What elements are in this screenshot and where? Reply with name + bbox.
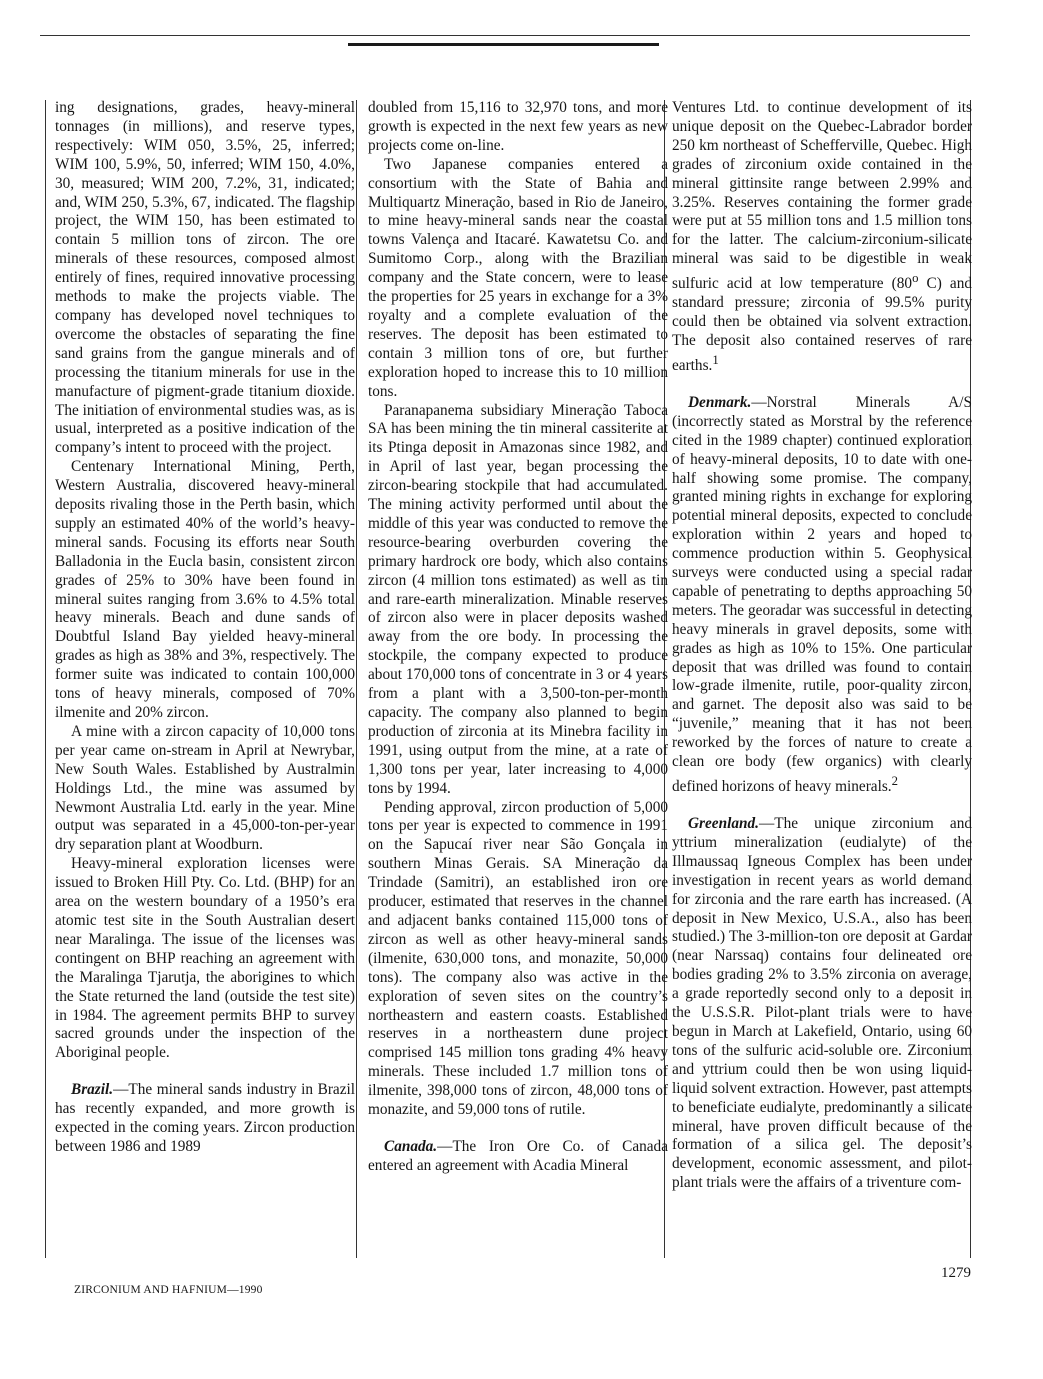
running-title: ZIRCONIUM AND HAFNIUM—1990 <box>74 1284 263 1296</box>
section-brazil <box>55 1081 355 1157</box>
text-run: Ventures Ltd. to continue development of its unique deposit on the Quebec-Labrador border 250 km northeast of Schefferville, Quebec. High grades of zirconium oxide contained in the mineral gittinsite range between 2.99% and 3.25%. Reserves containing the former grade were put at 55 million tons and 1.5 million tons for the latter. The calcium-zirconium-silicate mineral was said to be digestible in weak sulfuric acid at low temperature (80 <box>672 99 972 293</box>
section-denmark <box>672 394 972 797</box>
section-greenland <box>672 815 972 1193</box>
top-rule <box>40 35 970 36</box>
column-rule-1-2 <box>356 100 357 1258</box>
paragraph: A mine with a zircon capacity of 10,000 tons per year came on-stream in April at Newrybar, New South Wales. Established by Australmin Holdings Ltd., the mine was assumed by Newmont Australia Ltd. early in the year. Mine output was separated in a 45,000-ton-per-year dry separation plant at Woodburn. <box>55 722 355 854</box>
page-number: 1279 <box>941 1265 971 1281</box>
section-text: —The Iron Ore Co. of Canada entered an agreement with Acadia Mineral <box>368 1137 668 1174</box>
top-thick-rule <box>348 43 659 46</box>
paragraph: Centenary International Mining, Perth, Western Australia, discovered heavy-mineral deposits rivaling those in the Perth basin, which supply an estimated 40% of the world’s heavy-mineral sands. Focusing its efforts near South Balladonia in the Eucla basin, consistent zircon grades of 25% to 30% have been found in mineral suites ranging from 3.6% to 4.5% total heavy minerals. Beach and dune sands of Doubtful Island Bay yielded heavy-mineral grades as high as 38% and 3%, respectively. The former suite was indicated to contain 100,000 tons of heavy minerals, composed of 70% ilmenite and 20% zircon. <box>55 458 355 721</box>
paragraph: doubled from 15,116 to 32,970 tons, and more growth is expected in the next few years as new projects come on-line. <box>368 99 668 154</box>
section-heading-greenland: Greenland. <box>688 815 759 832</box>
section-text: —Norstral Minerals A/S (incorrectly stated as Morstral by the reference cited in the 1989 chapter) continued exploration of heavy-mineral deposits, 10 to date with one-half showing some promise. The company, granted mining rights in exchange for exploring potential mineral deposits, expected to conclude exploration within 2 years and hoped to commence production within 5. Geophysical surveys were conducted using a special radar capable of penetrating to depths approaching 50 meters. The georadar was successful in detecting heavy minerals in gravel deposits, some with grades as high as 10% to 15%. One particular deposit that was drilled was found to contain low-grade ilmenite, rutile, poor-quality zircon, and garnet. The deposit also was said to be “juvenile,” meaning that it has not been reworked by the forces of nature to create a clean ore body (few organics) with clearly defined horizons of heavy minerals. <box>672 393 972 796</box>
paragraph: ing designations, grades, heavy-mineral tonnages (in millions), and reserve types, respectively: WIM 050, 3.5%, 25, inferred; WIM 100, 5.9%, 50, inferred; WIM 150, 4.0%, 30, measured; WIM 200, 7.2%, 31, indicated; and, WIM 250, 5.3%, 67, indicated. The flagship project, the WIM 150, has been estimated to contain 5 million tons of zircon. The ore minerals of these resources, composed almost entirely of fines, required innovative processing methods to make the projects viable. The company has developed novel techniques to overcome the obstacles of separating the fine sand grains from the gangue minerals and of processing the titanium minerals for use in the manufacture of pigment-grade titanium dioxide. The initiation of environmental studies was, as is usual, interpreted as a positive indication of the company’s intent to proceed with the project. <box>55 99 355 457</box>
paragraph <box>672 99 972 376</box>
column-rule-left <box>45 100 46 1258</box>
section-canada <box>368 1138 668 1176</box>
paragraph: Pending approval, zircon production of 5,000 tons per year is expected to commence in 1991 on the Sapucaí river near São Gonçala in southern Minas Gerais. SA Mineração da Trindade (Samitri), an established iron ore producer, estimated that reserves in the channel and adjacent banks contained 115,000 tons of zircon as well as other heavy-mineral sands (ilmenite, 630,000 tons, and monazite, 50,000 tons). The company also was active in the exploration of seven sites on the country’s northeastern and eastern coasts. Established reserves in a northeastern dune project comprised 145 million tons grading 4% heavy minerals. These included 1.7 million tons of ilmenite, 398,000 tons of zircon, 48,000 tons of monazite, and 59,000 tons of rutile. <box>368 798 668 1119</box>
text-column-2 <box>368 99 668 1259</box>
section-heading-denmark: Denmark. <box>688 393 752 411</box>
text-column-1 <box>55 99 355 1259</box>
section-text: —The mineral sands industry in Brazil has recently expanded, and more growth is expected in the coming years. Zircon production between 1986 and 1989 <box>55 1081 355 1155</box>
paragraph: Two Japanese companies entered a consortium with the State of Bahia and Multiquartz Mineração, based in Rio de Janeiro, to mine heavy-mineral sands near the coastal towns Valença and Itacaré. Kawatetsu Co. and Sumitomo Corp., along with the Brazilian company and the State concern, were to lease the properties for 25 years in exchange for a 3% royalty and a complete evaluation of the reserves. The deposit has been estimated to contain 3 million tons of ore, but further exploration hoped to increase this to 10 million tons. <box>368 155 668 400</box>
text-run: C) and standard pressure; zirconia of 99.5% purity could then be obtained via solvent extraction. The deposit also contained reserves of rare earths. <box>672 275 972 374</box>
footnote-ref: 1 <box>712 352 719 367</box>
paragraph: Paranapanema subsidiary Mineração Taboca SA has been mining the tin mineral cassiterite at its Ptinga deposit in Amazonas since 1982, and in April of last year, began processing the zircon-bearing stockpile that had accumulated. The mining activity performed until about the middle of this year was conducted to remove the resource-bearing overburden covering the primary hardrock ore body, which also contains zircon (4 million tons estimated) as well as tin and rare-earth mineralization. Minable reserves of zircon also were in placer deposits washed away from the ore body. In processing the stockpile, the company expected to produce about 170,000 tons of concentrate in 3 or 4 years from a plant with a 3,500-ton-per-month capacity. The company also planned to begin production of zirconia at its Minebra facility in 1991, using output from the mine, at a rate of 1,300 tons per year, later increasing to 4,000 tons by 1994. <box>368 401 668 797</box>
degree-mark: o <box>912 271 919 286</box>
text-column-3 <box>672 99 972 1259</box>
footnote-ref: 2 <box>891 774 898 788</box>
paragraph: Heavy-mineral exploration licenses were issued to Broken Hill Pty. Co. Ltd. (BHP) for an area on the western boundary of a 1950’s era atomic test site in the South Australian desert near Maralinga. The issue of the licenses was contingent on BHP reaching an agreement with the Maralinga Tjarutja, the aborigines to which the State returned the land (outside the test site) in 1984. The agreement permits BHP to survey sacred grounds under the inspection of the Aboriginal people. <box>55 855 355 1062</box>
section-heading-canada: Canada. <box>384 1137 438 1155</box>
section-heading-brazil: Brazil. <box>71 1081 114 1099</box>
section-text: —The unique zirconium and yttrium mineralization (eudialyte) of the Illmaussaq Igneous Complex has been under investigation in recent years as world demand for zirconia and the rare earth has increased. (A deposit in New Mexico, U.S.A., also has been studied.) The 3-million-ton ore deposit at Gardar (near Narssaq) contains four delineated ore bodies grading 2% to 3.5% zirconia on average, a grade reportedly second only to a deposit in the U.S.S.R. Pilot-plant trials were to have begun in March at Lakefield, Ontario, using 60 tons of the sulfuric acid-soluble ore. Zirconium and yttrium could then be won using liquid-liquid solvent extraction. However, past attempts to beneficiate eudialyte, predominantly a silicate mineral, have proven difficult because of the formation of a silica gel. The deposit’s development, economic assessment, and pilot-plant trials were the affairs of a triventure com- <box>672 815 972 1192</box>
